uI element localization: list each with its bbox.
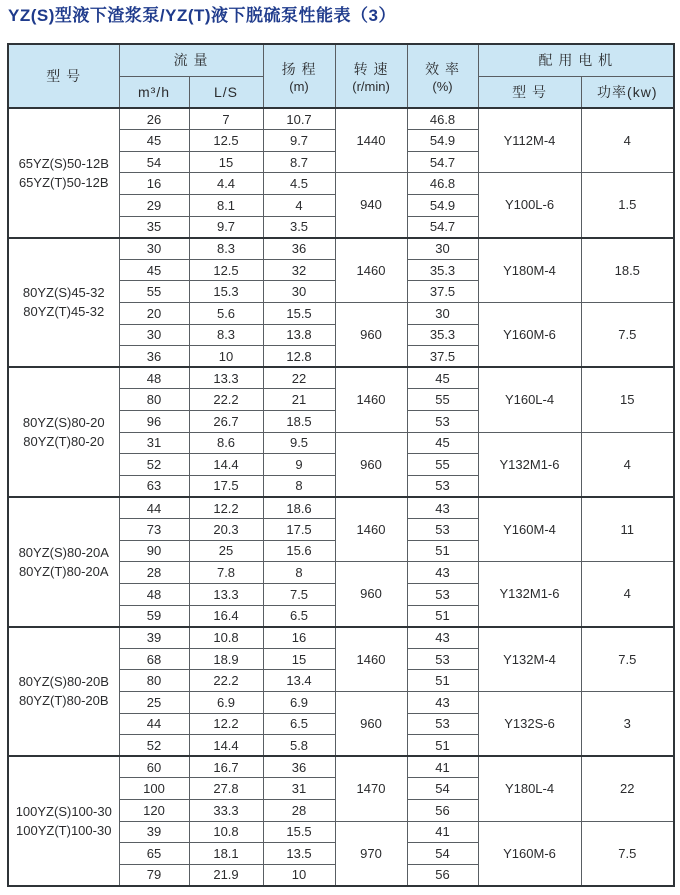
col-header-head-unit: (m) bbox=[289, 78, 309, 94]
flow-ls-cell: 12.2 bbox=[189, 713, 263, 735]
flow-m3h-cell: 20 bbox=[119, 302, 189, 324]
flow-ls-cell: 16.4 bbox=[189, 605, 263, 627]
table-header bbox=[8, 44, 674, 108]
head-cell: 8 bbox=[263, 475, 335, 497]
efficiency-cell: 41 bbox=[407, 821, 478, 843]
efficiency-cell: 37.5 bbox=[407, 281, 478, 303]
head-cell: 6.9 bbox=[263, 691, 335, 713]
efficiency-cell: 51 bbox=[407, 670, 478, 692]
flow-m3h-cell: 25 bbox=[119, 691, 189, 713]
efficiency-cell: 45 bbox=[407, 367, 478, 389]
flow-m3h-cell: 48 bbox=[119, 367, 189, 389]
table-row bbox=[8, 238, 674, 260]
efficiency-cell: 54.9 bbox=[407, 130, 478, 152]
speed-cell: 960 bbox=[335, 302, 407, 367]
pump-block bbox=[8, 108, 674, 238]
head-cell: 36 bbox=[263, 756, 335, 778]
head-cell: 18.6 bbox=[263, 497, 335, 519]
page-title: YZ(S)型液下渣浆泵/YZ(T)液下脱硫泵性能表（3） bbox=[8, 6, 396, 25]
efficiency-cell: 56 bbox=[407, 864, 478, 886]
pump-model-cell bbox=[8, 367, 119, 497]
col-header-motor-power: 功率(kw) bbox=[581, 76, 674, 108]
pump-model-line: 65YZ(T)50-12B bbox=[18, 174, 109, 190]
flow-ls-cell: 6.9 bbox=[189, 691, 263, 713]
col-header-efficiency-unit: (%) bbox=[432, 78, 453, 94]
flow-ls-cell: 27.8 bbox=[189, 778, 263, 800]
flow-ls-cell: 8.3 bbox=[189, 324, 263, 346]
flow-ls-cell: 25 bbox=[189, 540, 263, 562]
head-cell: 15.5 bbox=[263, 302, 335, 324]
motor-model-cell: Y100L-6 bbox=[478, 173, 581, 238]
pump-block bbox=[8, 497, 674, 627]
motor-model-cell: Y160M-6 bbox=[478, 821, 581, 886]
motor-model-cell: Y132M-4 bbox=[478, 627, 581, 692]
efficiency-cell: 56 bbox=[407, 800, 478, 822]
head-cell: 16 bbox=[263, 627, 335, 649]
flow-m3h-cell: 100 bbox=[119, 778, 189, 800]
flow-ls-cell: 9.7 bbox=[189, 216, 263, 238]
flow-m3h-cell: 65 bbox=[119, 843, 189, 865]
flow-m3h-cell: 28 bbox=[119, 562, 189, 584]
flow-m3h-cell: 73 bbox=[119, 519, 189, 541]
efficiency-cell: 46.8 bbox=[407, 108, 478, 130]
flow-ls-cell: 12.2 bbox=[189, 497, 263, 519]
speed-cell: 1470 bbox=[335, 756, 407, 821]
flow-m3h-cell: 96 bbox=[119, 411, 189, 433]
flow-m3h-cell: 80 bbox=[119, 670, 189, 692]
motor-model-cell: Y132M1-6 bbox=[478, 562, 581, 627]
head-cell: 13.8 bbox=[263, 324, 335, 346]
flow-m3h-cell: 45 bbox=[119, 130, 189, 152]
col-header-flow: 流 量 bbox=[119, 44, 263, 76]
efficiency-cell: 53 bbox=[407, 475, 478, 497]
col-header-speed-unit: (r/min) bbox=[352, 78, 390, 94]
flow-ls-cell: 16.7 bbox=[189, 756, 263, 778]
speed-cell: 970 bbox=[335, 821, 407, 886]
flow-m3h-cell: 16 bbox=[119, 173, 189, 195]
efficiency-cell: 53 bbox=[407, 648, 478, 670]
flow-m3h-cell: 55 bbox=[119, 281, 189, 303]
flow-ls-cell: 4.4 bbox=[189, 173, 263, 195]
head-cell: 6.5 bbox=[263, 605, 335, 627]
head-cell: 10 bbox=[263, 864, 335, 886]
col-header-efficiency-label: 效 率 bbox=[425, 60, 460, 77]
efficiency-cell: 55 bbox=[407, 389, 478, 411]
col-header-flow-ls: L/S bbox=[189, 76, 263, 108]
flow-m3h-cell: 39 bbox=[119, 821, 189, 843]
header-row-1 bbox=[8, 44, 674, 76]
pump-model-cell bbox=[8, 238, 119, 368]
flow-ls-cell: 15 bbox=[189, 151, 263, 173]
motor-model-cell: Y132M1-6 bbox=[478, 432, 581, 497]
head-cell: 8 bbox=[263, 562, 335, 584]
head-cell: 21 bbox=[263, 389, 335, 411]
flow-ls-cell: 13.3 bbox=[189, 583, 263, 605]
pump-model-line: 100YZ(S)100-30 bbox=[15, 804, 112, 820]
efficiency-cell: 53 bbox=[407, 713, 478, 735]
col-header-efficiency bbox=[407, 44, 478, 108]
flow-ls-cell: 18.1 bbox=[189, 843, 263, 865]
efficiency-cell: 37.5 bbox=[407, 346, 478, 368]
pump-model-cell bbox=[8, 756, 119, 886]
flow-m3h-cell: 52 bbox=[119, 735, 189, 757]
motor-power-cell: 7.5 bbox=[581, 627, 674, 692]
flow-m3h-cell: 36 bbox=[119, 346, 189, 368]
speed-cell: 1460 bbox=[335, 367, 407, 432]
flow-ls-cell: 22.2 bbox=[189, 670, 263, 692]
efficiency-cell: 51 bbox=[407, 540, 478, 562]
head-cell: 15.6 bbox=[263, 540, 335, 562]
pump-model-line: 80YZ(S)80-20B bbox=[18, 674, 109, 690]
motor-power-cell: 15 bbox=[581, 367, 674, 432]
pump-model-cell bbox=[8, 108, 119, 238]
col-header-model: 型 号 bbox=[8, 44, 119, 108]
speed-cell: 1460 bbox=[335, 627, 407, 692]
head-cell: 4.5 bbox=[263, 173, 335, 195]
speed-cell: 1460 bbox=[335, 238, 407, 303]
flow-m3h-cell: 26 bbox=[119, 108, 189, 130]
head-cell: 28 bbox=[263, 800, 335, 822]
efficiency-cell: 43 bbox=[407, 562, 478, 584]
pump-block bbox=[8, 238, 674, 368]
head-cell: 17.5 bbox=[263, 519, 335, 541]
pump-model-line: 80YZ(T)45-32 bbox=[23, 304, 105, 320]
speed-cell: 960 bbox=[335, 432, 407, 497]
efficiency-cell: 53 bbox=[407, 583, 478, 605]
flow-ls-cell: 14.4 bbox=[189, 735, 263, 757]
head-cell: 3.5 bbox=[263, 216, 335, 238]
motor-power-cell: 3 bbox=[581, 691, 674, 756]
motor-power-cell: 11 bbox=[581, 497, 674, 562]
flow-m3h-cell: 54 bbox=[119, 151, 189, 173]
head-cell: 5.8 bbox=[263, 735, 335, 757]
flow-ls-cell: 15.3 bbox=[189, 281, 263, 303]
flow-ls-cell: 21.9 bbox=[189, 864, 263, 886]
motor-power-cell: 22 bbox=[581, 756, 674, 821]
flow-m3h-cell: 79 bbox=[119, 864, 189, 886]
motor-model-cell: Y160M-6 bbox=[478, 302, 581, 367]
flow-m3h-cell: 44 bbox=[119, 497, 189, 519]
efficiency-cell: 45 bbox=[407, 432, 478, 454]
head-cell: 18.5 bbox=[263, 411, 335, 433]
flow-m3h-cell: 90 bbox=[119, 540, 189, 562]
col-header-speed bbox=[335, 44, 407, 108]
flow-ls-cell: 20.3 bbox=[189, 519, 263, 541]
motor-power-cell: 1.5 bbox=[581, 173, 674, 238]
col-header-motor: 配 用 电 机 bbox=[478, 44, 674, 76]
head-cell: 13.4 bbox=[263, 670, 335, 692]
table-row bbox=[8, 367, 674, 389]
head-cell: 12.8 bbox=[263, 346, 335, 368]
flow-ls-cell: 22.2 bbox=[189, 389, 263, 411]
speed-cell: 940 bbox=[335, 173, 407, 238]
pump-model-line: 80YZ(T)80-20B bbox=[18, 693, 109, 709]
flow-m3h-cell: 39 bbox=[119, 627, 189, 649]
head-cell: 9.7 bbox=[263, 130, 335, 152]
efficiency-cell: 30 bbox=[407, 238, 478, 260]
efficiency-cell: 43 bbox=[407, 497, 478, 519]
head-cell: 31 bbox=[263, 778, 335, 800]
speed-cell: 1440 bbox=[335, 108, 407, 173]
motor-model-cell: Y160L-4 bbox=[478, 367, 581, 432]
head-cell: 6.5 bbox=[263, 713, 335, 735]
motor-model-cell: Y160M-4 bbox=[478, 497, 581, 562]
flow-m3h-cell: 48 bbox=[119, 583, 189, 605]
head-cell: 8.7 bbox=[263, 151, 335, 173]
head-cell: 4 bbox=[263, 194, 335, 216]
table-row bbox=[8, 627, 674, 649]
flow-m3h-cell: 59 bbox=[119, 605, 189, 627]
flow-ls-cell: 10.8 bbox=[189, 821, 263, 843]
flow-ls-cell: 33.3 bbox=[189, 800, 263, 822]
flow-ls-cell: 8.6 bbox=[189, 432, 263, 454]
motor-power-cell: 4 bbox=[581, 432, 674, 497]
efficiency-cell: 53 bbox=[407, 519, 478, 541]
head-cell: 15.5 bbox=[263, 821, 335, 843]
head-cell: 32 bbox=[263, 259, 335, 281]
col-header-speed-label: 转 速 bbox=[353, 60, 389, 77]
pump-block bbox=[8, 367, 674, 497]
speed-cell: 960 bbox=[335, 691, 407, 756]
efficiency-cell: 51 bbox=[407, 605, 478, 627]
efficiency-cell: 35.3 bbox=[407, 259, 478, 281]
efficiency-cell: 30 bbox=[407, 302, 478, 324]
flow-ls-cell: 7 bbox=[189, 108, 263, 130]
efficiency-cell: 43 bbox=[407, 627, 478, 649]
col-header-motor-model: 型 号 bbox=[478, 76, 581, 108]
flow-ls-cell: 7.8 bbox=[189, 562, 263, 584]
efficiency-cell: 54.9 bbox=[407, 194, 478, 216]
pump-model-line: 65YZ(S)50-12B bbox=[18, 155, 109, 171]
motor-model-cell: Y132S-6 bbox=[478, 691, 581, 756]
efficiency-cell: 53 bbox=[407, 411, 478, 433]
pump-block bbox=[8, 756, 674, 886]
efficiency-cell: 51 bbox=[407, 735, 478, 757]
efficiency-cell: 43 bbox=[407, 691, 478, 713]
performance-table bbox=[7, 43, 675, 887]
flow-m3h-cell: 30 bbox=[119, 238, 189, 260]
flow-m3h-cell: 29 bbox=[119, 194, 189, 216]
head-cell: 9 bbox=[263, 454, 335, 476]
motor-power-cell: 7.5 bbox=[581, 302, 674, 367]
efficiency-cell: 55 bbox=[407, 454, 478, 476]
flow-ls-cell: 10 bbox=[189, 346, 263, 368]
head-cell: 9.5 bbox=[263, 432, 335, 454]
table-row bbox=[8, 108, 674, 130]
flow-m3h-cell: 31 bbox=[119, 432, 189, 454]
pump-model-cell bbox=[8, 627, 119, 757]
pump-block bbox=[8, 627, 674, 757]
flow-ls-cell: 8.3 bbox=[189, 238, 263, 260]
motor-power-cell: 4 bbox=[581, 108, 674, 173]
flow-m3h-cell: 35 bbox=[119, 216, 189, 238]
pump-model-line: 80YZ(S)45-32 bbox=[22, 285, 105, 301]
flow-m3h-cell: 63 bbox=[119, 475, 189, 497]
flow-ls-cell: 8.1 bbox=[189, 194, 263, 216]
table-row bbox=[8, 497, 674, 519]
head-cell: 10.7 bbox=[263, 108, 335, 130]
flow-m3h-cell: 44 bbox=[119, 713, 189, 735]
flow-m3h-cell: 45 bbox=[119, 259, 189, 281]
motor-power-cell: 4 bbox=[581, 562, 674, 627]
head-cell: 30 bbox=[263, 281, 335, 303]
pump-model-line: 80YZ(S)80-20 bbox=[22, 415, 105, 431]
pump-model-line: 80YZ(S)80-20A bbox=[18, 544, 109, 560]
flow-ls-cell: 10.8 bbox=[189, 627, 263, 649]
motor-model-cell: Y180L-4 bbox=[478, 756, 581, 821]
speed-cell: 960 bbox=[335, 562, 407, 627]
flow-ls-cell: 12.5 bbox=[189, 130, 263, 152]
head-cell: 36 bbox=[263, 238, 335, 260]
flow-m3h-cell: 120 bbox=[119, 800, 189, 822]
flow-ls-cell: 26.7 bbox=[189, 411, 263, 433]
page bbox=[0, 5, 680, 895]
flow-ls-cell: 17.5 bbox=[189, 475, 263, 497]
col-header-flow-m3h: m³/h bbox=[119, 76, 189, 108]
efficiency-cell: 41 bbox=[407, 756, 478, 778]
flow-ls-cell: 13.3 bbox=[189, 367, 263, 389]
flow-ls-cell: 18.9 bbox=[189, 648, 263, 670]
flow-m3h-cell: 60 bbox=[119, 756, 189, 778]
efficiency-cell: 54.7 bbox=[407, 216, 478, 238]
pump-model-line: 80YZ(T)80-20A bbox=[18, 563, 109, 579]
efficiency-cell: 54 bbox=[407, 843, 478, 865]
motor-model-cell: Y112M-4 bbox=[478, 108, 581, 173]
efficiency-cell: 54.7 bbox=[407, 151, 478, 173]
pump-model-line: 80YZ(T)80-20 bbox=[23, 434, 105, 450]
head-cell: 15 bbox=[263, 648, 335, 670]
table-row bbox=[8, 756, 674, 778]
flow-ls-cell: 14.4 bbox=[189, 454, 263, 476]
motor-power-cell: 7.5 bbox=[581, 821, 674, 886]
head-cell: 7.5 bbox=[263, 583, 335, 605]
pump-model-line: 100YZ(T)100-30 bbox=[16, 823, 112, 839]
head-cell: 13.5 bbox=[263, 843, 335, 865]
head-cell: 22 bbox=[263, 367, 335, 389]
speed-cell: 1460 bbox=[335, 497, 407, 562]
flow-ls-cell: 5.6 bbox=[189, 302, 263, 324]
flow-m3h-cell: 68 bbox=[119, 648, 189, 670]
col-header-head-label: 扬 程 bbox=[281, 60, 317, 77]
pump-model-cell bbox=[8, 497, 119, 627]
col-header-head bbox=[263, 44, 335, 108]
flow-ls-cell: 12.5 bbox=[189, 259, 263, 281]
flow-m3h-cell: 52 bbox=[119, 454, 189, 476]
efficiency-cell: 35.3 bbox=[407, 324, 478, 346]
flow-m3h-cell: 30 bbox=[119, 324, 189, 346]
motor-model-cell: Y180M-4 bbox=[478, 238, 581, 303]
flow-m3h-cell: 80 bbox=[119, 389, 189, 411]
efficiency-cell: 54 bbox=[407, 778, 478, 800]
efficiency-cell: 46.8 bbox=[407, 173, 478, 195]
motor-power-cell: 18.5 bbox=[581, 238, 674, 303]
